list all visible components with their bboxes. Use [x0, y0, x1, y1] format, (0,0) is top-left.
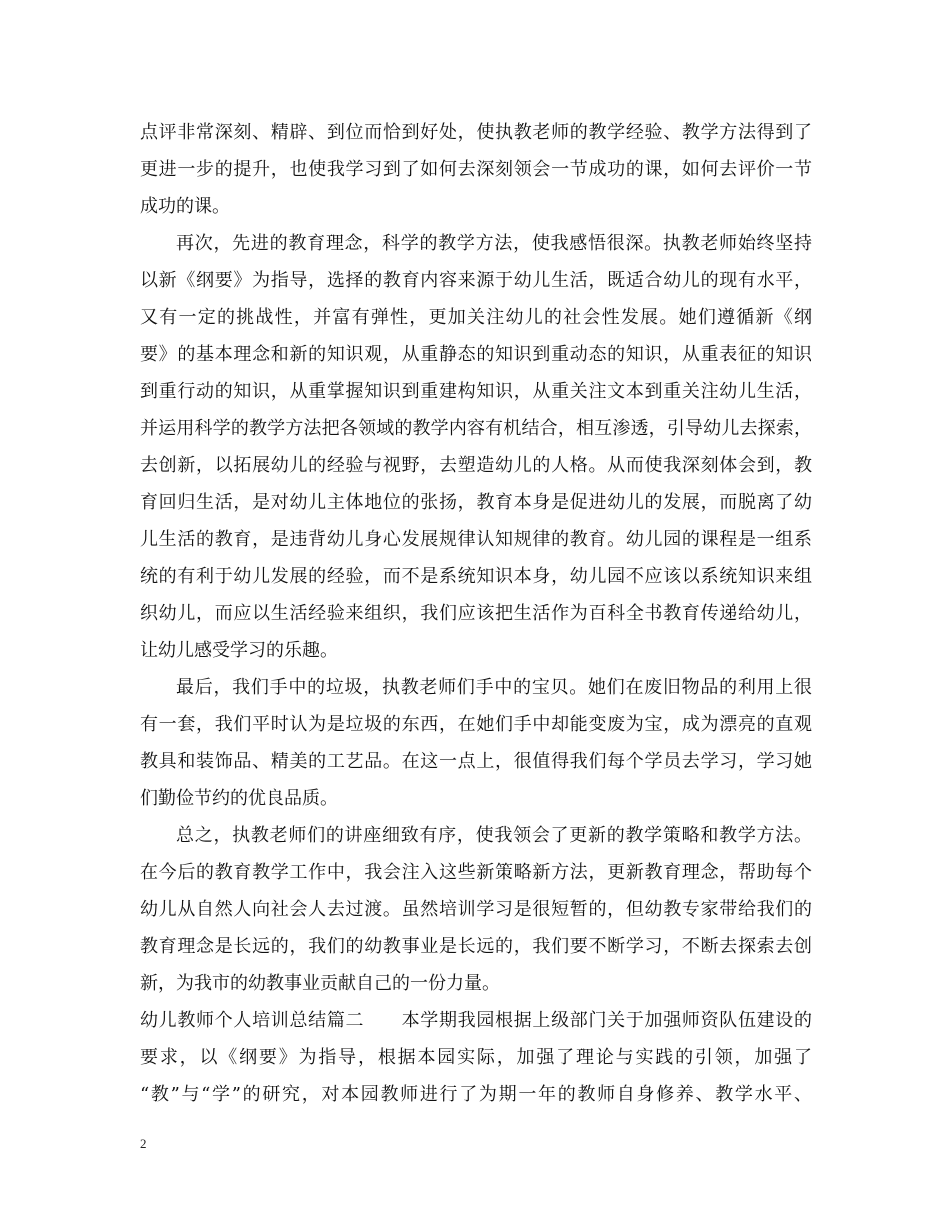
text-line: 更进一步的提升，也使我学习到了如何去深刻领会一节成功的课，如何去评价一节: [140, 159, 812, 180]
text-line: 在今后的教育教学工作中，我会注入这些新策略新方法，更新教育理念，帮助每个: [140, 862, 812, 883]
text-line: 要》的基本理念和新的知识观，从重静态的知识到重动态的知识，从重表征的知识: [140, 344, 812, 365]
text-line: 最后，我们手中的垃圾，执教老师们手中的宝贝。她们在废旧物品的利用上很: [176, 677, 812, 698]
text-line: 教育理念是长远的，我们的幼教事业是长远的，我们要不断学习，不断去探索去创: [140, 936, 812, 957]
text-line: 到重行动的知识，从重掌握知识到重建构知识，从重关注文本到重关注幼儿生活，: [140, 381, 812, 402]
text-line: 有一套，我们平时认为是垃圾的东西，在她们手中却能变废为宝，成为漂亮的直观: [140, 714, 812, 735]
text-line: 幼儿从自然人向社会人去过渡。虽然培训学习是很短暂的，但幼教专家带给我们的: [140, 899, 812, 920]
text-line: 再次，先进的教育理念，科学的教学方法，使我感悟很深。执教老师始终坚持: [176, 233, 812, 254]
text-line: 成功的课。: [140, 196, 230, 217]
text-line: 去创新，以拓展幼儿的经验与视野，去塑造幼儿的人格。从而使我深刻体会到，教: [140, 455, 812, 476]
text-line: 织幼儿，而应以生活经验来组织，我们应该把生活作为百科全书教育传递给幼儿，: [140, 603, 812, 624]
text-line: 并运用科学的教学方法把各领域的教学内容有机结合，相互渗透，引导幼儿去探索，: [140, 418, 812, 439]
text-line: 育回归生活，是对幼儿主体地位的张扬，教育本身是促进幼儿的发展，而脱离了幼: [140, 492, 812, 513]
page-number: 2: [140, 1136, 147, 1151]
text-line: 以新《纲要》为指导，选择的教育内容来源于幼儿生活，既适合幼儿的现有水平，: [140, 270, 812, 291]
text-line: 让幼儿感受学习的乐趣。: [140, 640, 338, 661]
text-line: 总之，执教老师们的讲座细致有序，使我领会了更新的教学策略和教学方法。: [176, 825, 812, 846]
text-line: 新，为我市的幼教事业贡献自己的一份力量。: [140, 973, 500, 994]
text-line: 又有一定的挑战性，并富有弹性，更加关注幼儿的社会性发展。她们遵循新《纲: [140, 307, 812, 328]
text-line: 们勤俭节约的优良品质。: [140, 788, 338, 809]
text-line: 儿生活的教育，是违背幼儿身心发展规律认知规律的教育。幼儿园的课程是一组系: [140, 529, 812, 550]
text-line: 要求，以《纲要》为指导，根据本园实际，加强了理论与实践的引领，加强了: [140, 1047, 812, 1068]
text-line: 教具和装饰品、精美的工艺品。在这一点上，很值得我们每个学员去学习，学习她: [140, 751, 812, 772]
text-line: “教”与“学”的研究，对本园教师进行了为期一年的教师自身修养、教学水平、: [140, 1084, 812, 1105]
text-line: 点评非常深刻、精辟、到位而恰到好处，使执教老师的教学经验、教学方法得到了: [140, 122, 812, 143]
body-text: [140, 114, 812, 1113]
text-line: 幼儿教师个人培训总结篇二 本学期我园根据上级部门关于加强师资队伍建设的: [140, 1010, 812, 1031]
text-line: 统的有利于幼儿发展的经验，而不是系统知识本身，幼儿园不应该以系统知识来组: [140, 566, 812, 587]
